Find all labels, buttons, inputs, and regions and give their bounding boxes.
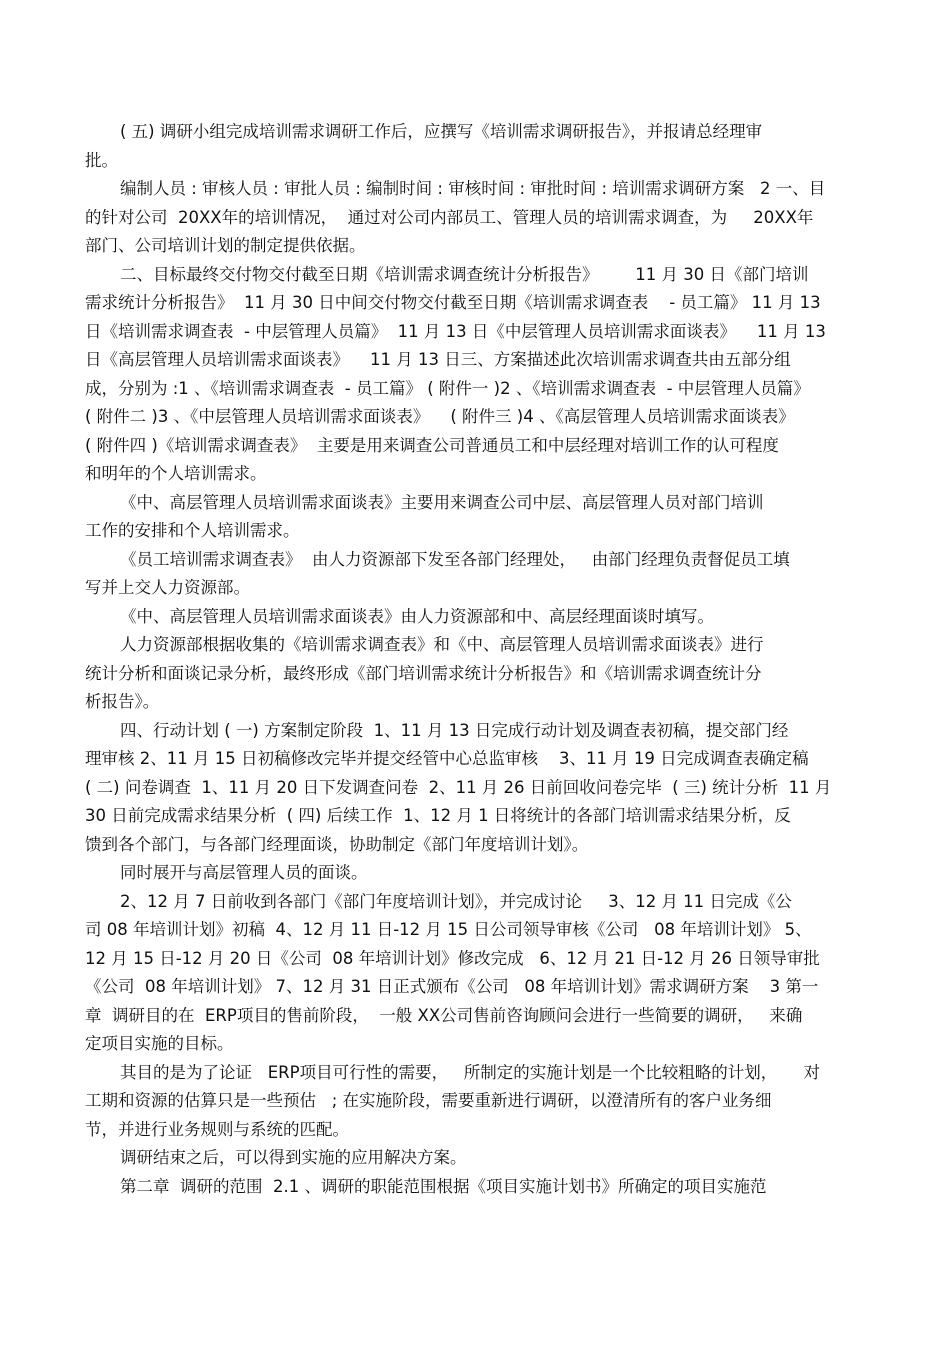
text-line: 《公司 08 年培训计划》 7、12 月 31 日正式颁布《公司 08 年培训计划》需求调研方案 3 第一 [85, 977, 819, 996]
text-line: 工作的安排和个人培训需求。 [85, 521, 300, 540]
text-line: 调研结束之后，可以得到实施的应用解决方案。 [120, 1148, 467, 1167]
text-line: 其目的是为了论证 ERP项目可行性的需要， 所制定的实施计划是一个比较粗略的计划， 对 [120, 1063, 821, 1082]
text-line: 工期和资源的估算只是一些预估 ; 在实施阶段，需要重新进行调研，以澄清所有的客户业务细 [85, 1091, 772, 1110]
text-line: ( 附件四 )《培训需求调查表》 主要是用来调查公司普通员工和中层经理对培训工作的认可程度 [85, 436, 779, 455]
text-line: 成，分别为 :1 、《培训需求调查表 - 员工篇》 ( 附件一 )2 、《培训需求调查表 - 中层管理人员篇》 [85, 379, 810, 398]
text-line: 馈到各个部门，与各部门经理面谈，协助制定《部门年度培训计划》。 [85, 835, 589, 854]
text-line: 批。 [85, 151, 118, 170]
text-line: 第二章 调研的范围 2.1 、调研的职能范围根据《项目实施计划书》所确定的项目实施范 [120, 1177, 767, 1196]
text-line: 司 08 年培训计划》初稿 4、12 月 11 日-12 月 15 日公司领导审核《公司 08 年培训计划》 5、 [85, 920, 812, 939]
text-line: 《中、高层管理人员培训需求面谈表》主要用来调查公司中层、高层管理人员对部门培训 [120, 493, 764, 512]
text-line: 编制人员 : 审核人员 : 审批人员 : 编制时间 : 审核时间 : 审批时间 : 培训需求调研方案 2 一、目 [120, 179, 826, 198]
text-line: 需求统计分析报告》 11 月 30 日中间交付物交付截至日期《培训需求调查表 - 员工篇》 11 月 13 [85, 293, 821, 312]
text-line: 的针对公司 20XX年的培训情况， 通过对公司内部员工、管理人员的培训需求调查，为 20XX年 [85, 208, 814, 227]
text-line: 二、目标最终交付物交付截至日期《培训需求调查统计分析报告》 11 月 30 日《部门培训 [120, 265, 809, 284]
text-line: ( 五) 调研小组完成培训需求调研工作后，应撰写《培训需求调研报告》，并报请总经理审 [120, 122, 763, 141]
text-line: 30 日前完成需求结果分析 ( 四) 后续工作 1、12 月 1 日将统计的各部门培训需求结果分析，反 [85, 806, 791, 825]
text-line: 人力资源部根据收集的《培训需求调查表》和《中、高层管理人员培训需求面谈表》进行 [120, 635, 764, 654]
text-line: 12 月 15 日-12 月 20 日《公司 08 年培训计划》修改完成 6、12 月 21 日-12 月 26 日领导审批 [85, 949, 820, 968]
text-line: 节，并进行业务规则与系统的匹配。 [85, 1120, 349, 1139]
text-line: 四、行动计划 ( 一) 方案制定阶段 1、11 月 13 日完成行动计划及调查表初稿，提交部门经 [120, 721, 789, 740]
text-line: 日《培训需求调查表 - 中层管理人员篇》 11 月 13 日《中层管理人员培训需求面谈表》 11 月 13 [85, 322, 826, 341]
text-line: 部门、公司培训计划的制定提供依据。 [85, 236, 366, 255]
text-line: 和明年的个人培训需求。 [85, 464, 267, 483]
text-line: 定项目实施的目标。 [85, 1034, 234, 1053]
text-line: 《中、高层管理人员培训需求面谈表》由人力资源部和中、高层经理面谈时填写。 [120, 607, 714, 626]
text-line: 析报告》。 [85, 692, 160, 711]
text-line: 同时展开与高层管理人员的面谈。 [120, 863, 368, 882]
text-line: 日《高层管理人员培训需求面谈表》 11 月 13 日三、方案描述此次培训需求调查共由五部分组 [85, 350, 791, 369]
text-line: 《员工培训需求调查表》 由人力资源部下发至各部门经理处， 由部门经理负责督促员工填 [120, 550, 790, 569]
text-line: 写并上交人力资源部。 [85, 578, 250, 597]
text-line: ( 附件二 )3 、《中层管理人员培训需求面谈表》 ( 附件三 )4 、《高层管理人员培训需求面谈表》 [85, 407, 795, 426]
text-line: 章 调研目的在 ERP项目的售前阶段， 一般 XX公司售前咨询顾问会进行一些简要的调研， 来确 [85, 1006, 803, 1025]
text-line: 2、12 月 7 日前收到各部门《部门年度培训计划》，并完成讨论 3、12 月 11 日完成《公 [120, 892, 792, 911]
text-line: ( 二) 问卷调查 1、11 月 20 日下发调查问卷 2、11 月 26 日前回收问卷完毕 ( 三) 统计分析 11 月 [85, 778, 832, 797]
text-line: 理审核 2、11 月 15 日初稿修改完毕并提交经管中心总监审核 3、11 月 19 日完成调查表确定稿 [85, 749, 809, 768]
text-line: 统计分析和面谈记录分析，最终形成《部门培训需求统计分析报告》和《培训需求调查统计分 [85, 664, 762, 683]
